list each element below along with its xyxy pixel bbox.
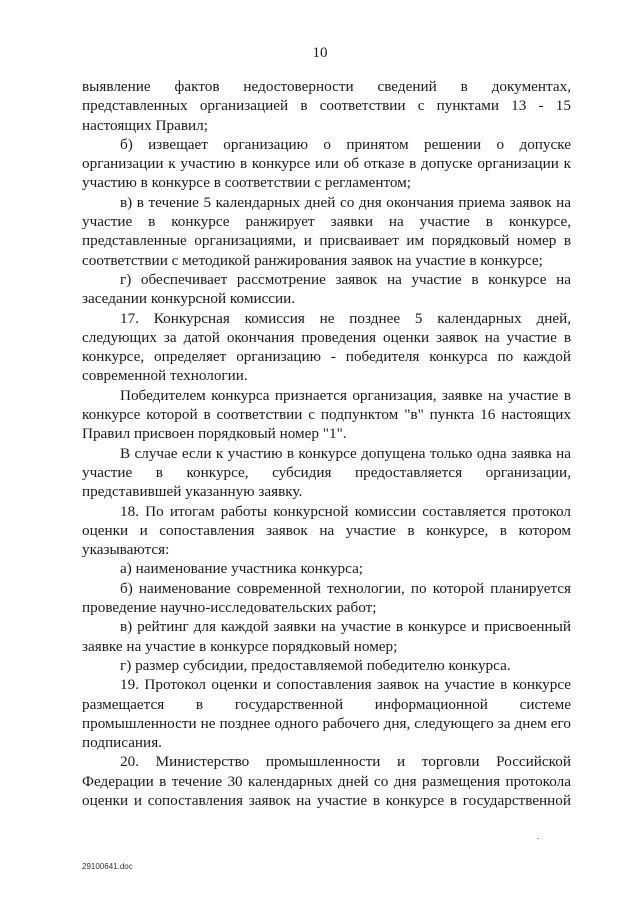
paragraph-16b: б) извещает организацию о принятом решении о допуске организации к участию в конкурсе или об отказе в допуске организации к участию в конкурсе в соответствии с регламентом;	[82, 135, 571, 192]
paragraph-18v: в) рейтинг для каждой заявки на участие в конкурсе и присвоенный заявке на участие в конкурсе порядковый номер;	[82, 618, 571, 655]
page-number: 10	[312, 45, 328, 61]
paragraph-17-single-bid: В случае если к участию в конкурсе допущена только одна заявка на участие в конкурсе, субсидия предоставляется организации, представившей указанную заявку.	[82, 444, 571, 501]
document-body	[82, 77, 571, 810]
paragraph-18b: б) наименование современной технологии, по которой планируется проведение научно-исследовательских работ;	[82, 579, 571, 617]
paragraph-17: 17. Конкурсная комиссия не позднее 5 календарных дней, следующих за датой окончания проведения оценки заявок на участие в конкурсе, определяет организацию - победителя конкурса по каждой современной технологии.	[82, 309, 571, 385]
paragraph-16v: в) в течение 5 календарных дней со дня окончания приема заявок на участие в конкурсе ранжирует заявки на участие в конкурсе, представленные организациями, и присваивает им порядковый номер в соответствии с методикой ранжирования заявок на участие в конкурсе;	[82, 193, 571, 269]
footer-filename: 29100641.doc	[82, 862, 133, 871]
paragraph-17-winner: Победителем конкурса признается организация, заявке на участие в конкурсе которой в соответствии с подпунктом "в" пункта 16 настоящих Правил присвоен порядковый номер "1".	[82, 386, 571, 443]
paragraph-20: 20. Министерство промышленности и торговли Российской Федерации в течение 30 календарных дней со дня размещения протокола оценки и сопоставления заявок на участие в конкурсе в государственной	[82, 753, 571, 809]
paragraph-16g: г) обеспечивает рассмотрение заявок на участие в конкурсе на заседании конкурсной комиссии.	[82, 270, 571, 308]
paragraph-19: 19. Протокол оценки и сопоставления заявок на участие в конкурсе размещается в государственной информационной системе промышленности не позднее одного рабочего дня, следующего за днем его подписания.	[82, 676, 571, 752]
paragraph-18a: а) наименование участника конкурса;	[120, 560, 364, 578]
scan-speck	[537, 838, 539, 839]
paragraph-18: 18. По итогам работы конкурсной комиссии составляется протокол оценки и сопоставления заявок на участие в конкурсе, в котором указываются:	[82, 502, 571, 559]
paragraph-18g: г) размер субсидии, предоставляемой победителю конкурса.	[120, 656, 511, 674]
paragraph-16b-continuation: выявление фактов недостоверности сведений в документах, представленных организацией в соответствии с пунктами 13 - 15 настоящих Правил;	[82, 78, 571, 134]
